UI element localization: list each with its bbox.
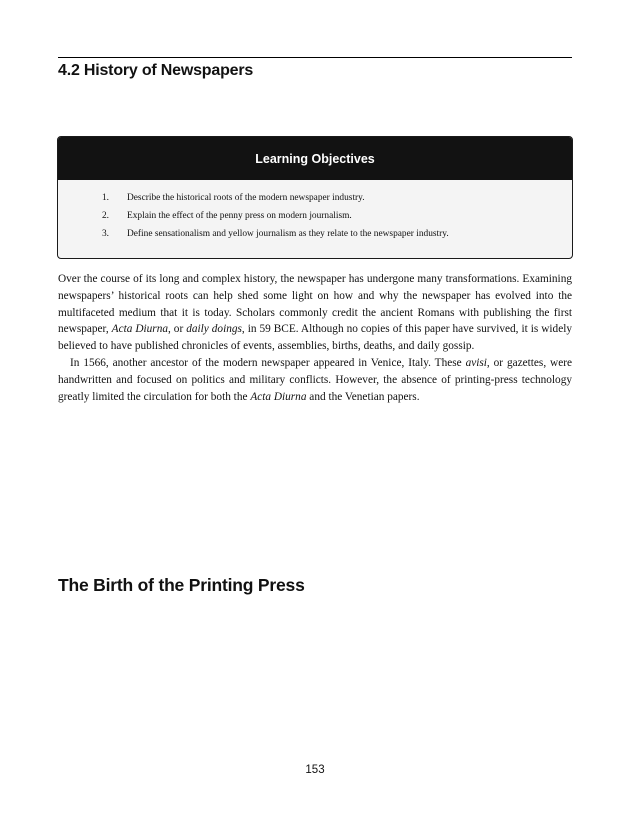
body-text xyxy=(58,271,572,405)
top-rule xyxy=(58,57,572,58)
list-item xyxy=(58,193,572,211)
list-item-text: Describe the historical roots of the modern newspaper industry. xyxy=(127,193,365,203)
paragraph xyxy=(58,271,572,355)
text-run: In 1566, another ancestor of the modern newspaper appeared in Venice, Italy. These xyxy=(70,356,466,369)
list-item-text: Explain the effect of the penny press on modern journalism. xyxy=(127,211,352,221)
emphasis-acta-diurna: Acta Diurna xyxy=(250,390,307,403)
paragraph xyxy=(58,355,572,405)
list-item-text: Define sensationalism and yellow journalism as they relate to the newspaper industry. xyxy=(127,229,449,239)
emphasis-acta-diurna: Acta Diurna xyxy=(111,323,168,336)
list-item-number: 1. xyxy=(101,193,109,203)
list-item xyxy=(58,229,572,247)
text-run: and the Venetian papers. xyxy=(306,390,420,403)
learning-objectives-title: Learning Objectives xyxy=(58,137,572,180)
section-title: 4.2 History of Newspapers xyxy=(58,62,254,79)
list-item-number: 3. xyxy=(101,229,109,239)
learning-objectives-box xyxy=(57,136,573,259)
emphasis-avisi: avisi xyxy=(465,356,487,369)
text-run: Over the course of its long and complex history, the newspaper has undergone many transformations. Examining newspapers’ historical roots can help shed some light on how and why the newspaper has evolved into the multifaceted medium that it is today. Scholars commonly credit the ancient Romans with publishing the first newspaper, xyxy=(58,273,572,336)
objectives-list xyxy=(58,180,572,247)
text-run: , or gazettes, were handwritten and focused on politics and military conflicts. However, the absence of printing-press technology greatly limited the circulation for both the xyxy=(58,356,572,403)
text-run: , or xyxy=(168,323,187,336)
list-item xyxy=(58,211,572,229)
emphasis-daily-doings: daily doings xyxy=(186,323,242,336)
text-run: , in 59 BCE. Although no copies of this paper have survived, it is widely believed to have published chronicles of events, assemblies, births, deaths, and daily gossip. xyxy=(58,323,572,353)
list-item-number: 2. xyxy=(101,211,109,221)
page-number: 153 xyxy=(305,764,325,776)
subheading: The Birth of the Printing Press xyxy=(58,575,305,595)
